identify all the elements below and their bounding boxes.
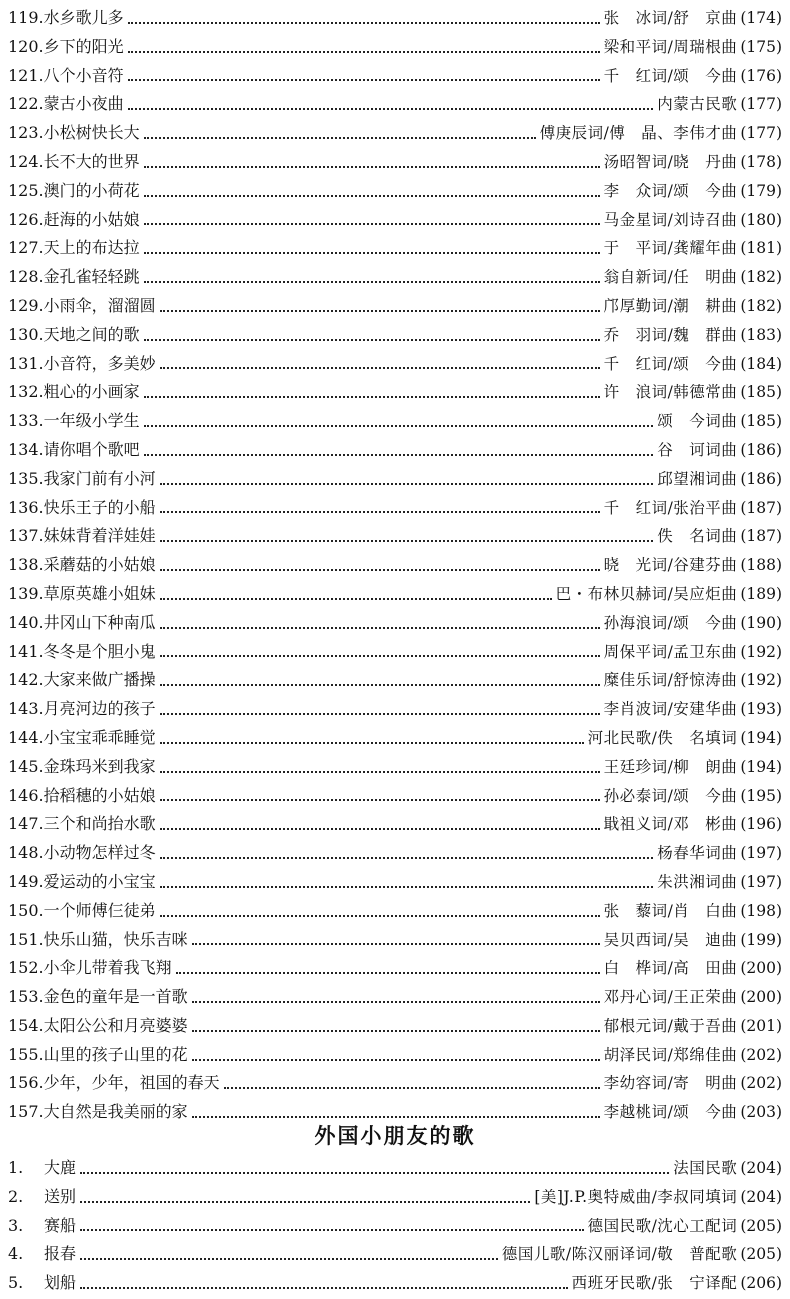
toc-entry[interactable]: [8, 609, 782, 638]
entry-page-number: (192): [740, 671, 782, 690]
entry-credits: 德国儿歌/陈汉丽译词/敬 普配歌: [501, 1245, 738, 1264]
entry-page-number: (199): [740, 930, 782, 949]
entry-page-number: (188): [740, 556, 782, 575]
dot-leader: [144, 194, 600, 197]
entry-credits: 千 红词/颂 今曲: [603, 66, 738, 85]
entry-credits: 法国民歌: [673, 1159, 738, 1177]
entry-page-number: (200): [740, 959, 782, 978]
entry-title: 赶海的小姑娘: [43, 209, 140, 229]
toc-entry[interactable]: [8, 753, 782, 782]
entry-title: 天地之间的歌: [43, 324, 140, 344]
entry-title: 划船: [44, 1273, 77, 1293]
dot-leader: [160, 482, 654, 485]
entry-number: 123.: [8, 123, 44, 143]
toc-entry[interactable]: [8, 666, 782, 695]
entry-page-number: (200): [740, 988, 782, 1007]
entry-number: 122.: [8, 94, 44, 114]
dot-leader: [144, 251, 600, 254]
entry-title: 小雨伞，溜溜圆: [43, 295, 156, 315]
entry-page-number: (195): [740, 786, 782, 805]
entry-title: 金珠玛米到我家: [43, 756, 156, 776]
entry-title: 大自然是我美丽的家: [43, 1102, 188, 1122]
entry-title: 草原英雄小姐妹: [43, 583, 156, 603]
entry-credits: 马金星词/刘诗召曲: [603, 210, 738, 229]
entry-page-number: (174): [740, 9, 782, 27]
entry-number: 153.: [8, 987, 44, 1007]
entry-number: 134.: [8, 439, 44, 459]
toc-entry[interactable]: [8, 62, 782, 91]
entry-credits: 傅庚辰词/傅 晶、李伟才曲: [539, 124, 738, 143]
toc-entry[interactable]: [8, 1240, 782, 1269]
entry-number: 133.: [8, 411, 44, 431]
entry-page-number: (181): [740, 239, 782, 258]
toc-entry[interactable]: [8, 407, 782, 436]
toc-entry[interactable]: [8, 1269, 782, 1298]
entry-number: 150.: [8, 900, 44, 920]
dot-leader: [144, 165, 600, 168]
entry-credits: 周保平词/孟卫东曲: [603, 642, 738, 661]
entry-number: 157.: [8, 1102, 44, 1122]
entry-number: 144.: [8, 727, 44, 747]
dot-leader: [160, 914, 600, 917]
toc-entry[interactable]: [8, 1041, 782, 1070]
toc-entry[interactable]: [8, 436, 782, 465]
toc-entry[interactable]: [8, 522, 782, 551]
entry-credits: 白 桦词/高 田曲: [603, 959, 738, 978]
dot-leader: [144, 222, 600, 225]
dot-leader: [160, 366, 600, 369]
dot-leader: [80, 1286, 568, 1289]
dot-leader: [160, 683, 600, 686]
entry-title: 小松树快长大: [43, 123, 140, 143]
dot-leader: [160, 597, 552, 600]
entry-credits: 孙必泰词/颂 今曲: [603, 786, 738, 805]
entry-credits: 于 平词/龚耀年曲: [603, 239, 738, 258]
entry-title: 少年，少年，祖国的春天: [43, 1073, 220, 1093]
toc-entry[interactable]: [8, 350, 782, 379]
toc-entry[interactable]: [8, 465, 782, 494]
dot-leader: [192, 1000, 600, 1003]
entry-number: 140.: [8, 612, 44, 632]
entry-title: 快乐王子的小船: [43, 497, 156, 517]
toc-entry[interactable]: [8, 810, 782, 839]
entry-title: 小动物怎样过冬: [43, 843, 156, 863]
entry-title: 山里的孩子山里的花: [43, 1044, 188, 1064]
dot-leader: [224, 1086, 600, 1089]
entry-credits: 胡泽民词/郑绵佳曲: [603, 1045, 738, 1064]
entry-title: 水乡歌儿多: [43, 8, 124, 27]
entry-number: 124.: [8, 151, 44, 171]
dot-leader: [192, 942, 600, 945]
dot-leader: [160, 568, 600, 571]
toc-entry[interactable]: [8, 1183, 782, 1212]
entry-page-number: (183): [740, 325, 782, 344]
section-title-foreign-songs: 外国小朋友的歌: [314, 1124, 476, 1148]
entry-credits: 巴・布林贝赫词/吴应炬曲: [555, 584, 738, 603]
entry-page-number: (186): [740, 469, 782, 488]
toc-entry[interactable]: [8, 868, 782, 897]
entry-number: 141.: [8, 641, 44, 661]
entry-title: 乡下的阳光: [43, 36, 124, 56]
entry-number: 136.: [8, 497, 44, 517]
dot-leader: [160, 309, 600, 312]
entry-number: 126.: [8, 209, 44, 229]
toc-entry[interactable]: [8, 724, 782, 753]
entry-title: 小音符，多美妙: [43, 353, 156, 373]
entry-credits: 李肖波词/安建华曲: [603, 700, 738, 719]
toc-entry[interactable]: [8, 1069, 782, 1098]
dot-leader: [160, 539, 654, 542]
entry-number: 149.: [8, 871, 44, 891]
dot-leader: [160, 510, 600, 513]
toc-entry[interactable]: [8, 695, 782, 724]
dot-leader: [192, 1029, 600, 1032]
entry-title: 我家门前有小河: [43, 468, 156, 488]
toc-entry[interactable]: [8, 551, 782, 580]
entry-credits: 德国民歌/沈心工配词: [587, 1216, 738, 1235]
entry-number: 154.: [8, 1015, 44, 1035]
entry-credits: 郁根元词/戴于吾曲: [603, 1016, 738, 1035]
entry-title: 大鹿: [44, 1158, 77, 1177]
toc-entry[interactable]: [8, 1012, 782, 1041]
entry-page-number: (193): [740, 700, 782, 719]
entry-title: 澳门的小荷花: [43, 180, 140, 200]
song-list: [8, 4, 782, 1127]
toc-entry[interactable]: [8, 234, 782, 263]
entry-credits: 孙海浪词/颂 今曲: [603, 613, 738, 632]
entry-credits: 翁自新词/任 明曲: [603, 268, 738, 287]
entry-title: 冬冬是个胆小鬼: [43, 641, 156, 661]
dot-leader: [80, 1171, 669, 1174]
entry-credits: 邱望湘词曲: [657, 469, 738, 488]
toc-entry[interactable]: [8, 378, 782, 407]
entry-credits: 汤昭智词/晓 丹曲: [603, 152, 738, 171]
dot-leader: [160, 654, 600, 657]
entry-title: 八个小音符: [43, 65, 124, 85]
entry-title: 拾稻穗的小姑娘: [43, 785, 156, 805]
toc-entry[interactable]: [8, 321, 782, 350]
entry-page-number: (205): [740, 1216, 782, 1235]
entry-credits: 千 红词/颂 今曲: [603, 354, 738, 373]
entry-credits: 李 众词/颂 今曲: [603, 181, 738, 200]
entry-number: 139.: [8, 583, 44, 603]
entry-page-number: (201): [740, 1016, 782, 1035]
dot-leader: [128, 21, 600, 24]
dot-leader: [144, 424, 654, 427]
entry-title: 月亮河边的孩子: [43, 699, 156, 719]
entry-credits: 乔 羽词/魏 群曲: [603, 325, 738, 344]
toc-entry[interactable]: [8, 580, 782, 609]
dot-leader: [192, 1058, 600, 1061]
entry-number: 155.: [8, 1044, 44, 1064]
entry-credits: 邓丹心词/王正荣曲: [603, 988, 738, 1007]
entry-title: 采蘑菇的小姑娘: [43, 555, 156, 575]
entry-credits: 李越桃词/颂 今曲: [603, 1103, 738, 1122]
entry-credits: 许 浪词/韩德常曲: [603, 383, 738, 402]
entry-page-number: (197): [740, 844, 782, 863]
toc-entry[interactable]: [8, 839, 782, 868]
toc-entry[interactable]: [8, 638, 782, 667]
dot-leader: [128, 50, 600, 53]
entry-number: 146.: [8, 785, 44, 805]
dot-leader: [160, 626, 600, 629]
entry-title: 一年级小学生: [43, 411, 140, 431]
dot-leader: [144, 280, 600, 283]
dot-leader: [128, 107, 654, 110]
entry-number: 152.: [8, 958, 44, 978]
entry-number: 142.: [8, 670, 44, 690]
entry-page-number: (180): [740, 210, 782, 229]
toc-entry[interactable]: [8, 926, 782, 955]
entry-number: 132.: [8, 382, 44, 402]
entry-title: 井冈山下种南瓜: [43, 612, 156, 632]
entry-page-number: (192): [740, 642, 782, 661]
toc-entry[interactable]: [8, 1154, 782, 1183]
dot-leader: [160, 712, 600, 715]
dot-leader: [144, 136, 536, 139]
toc-entry[interactable]: [8, 177, 782, 206]
entry-page-number: (189): [740, 584, 782, 603]
entry-number: 138.: [8, 555, 44, 575]
dot-leader: [128, 78, 600, 81]
entry-page-number: (197): [740, 872, 782, 891]
entry-page-number: (194): [740, 728, 782, 747]
dot-leader: [160, 885, 654, 888]
dot-leader: [160, 856, 654, 859]
entry-number: 3.: [8, 1215, 24, 1235]
entry-title: 金色的童年是一首歌: [43, 987, 188, 1007]
entry-number: 119.: [8, 8, 44, 27]
entry-title: 快乐山猫，快乐吉咪: [43, 929, 188, 949]
entry-page-number: (184): [740, 354, 782, 373]
entry-number: 143.: [8, 699, 44, 719]
entry-title: 长不大的世界: [43, 151, 140, 171]
entry-title: 爱运动的小宝宝: [43, 871, 156, 891]
entry-number: 151.: [8, 929, 44, 949]
entry-page-number: (182): [740, 296, 782, 315]
entry-page-number: (190): [740, 613, 782, 632]
entry-page-number: (198): [740, 901, 782, 920]
entry-number: 120.: [8, 36, 44, 56]
toc-entry[interactable]: [8, 148, 782, 177]
dot-leader: [160, 741, 584, 744]
dot-leader: [192, 1115, 600, 1118]
entry-credits: 谷 诃词曲: [657, 440, 738, 459]
entry-title: 请你唱个歌吧: [43, 439, 140, 459]
entry-title: 妹妹背着洋娃娃: [43, 526, 156, 546]
entry-title: 蒙古小夜曲: [43, 94, 124, 114]
entry-page-number: (202): [740, 1045, 782, 1064]
entry-number: 148.: [8, 843, 44, 863]
dot-leader: [160, 827, 600, 830]
toc-entry[interactable]: [8, 897, 782, 926]
entry-page-number: (203): [740, 1103, 782, 1122]
entry-number: 130.: [8, 324, 44, 344]
entry-page-number: (204): [740, 1159, 782, 1177]
entry-credits: [美]J.P.奥特威曲/李叔同填词: [534, 1187, 738, 1206]
entry-credits: 西班牙民歌/张 宁译配: [571, 1274, 738, 1293]
entry-number: 2.: [8, 1186, 24, 1206]
entry-page-number: (179): [740, 181, 782, 200]
entry-credits: 颂 今词曲: [657, 412, 738, 431]
toc-entry[interactable]: [8, 782, 782, 811]
toc-entry[interactable]: [8, 983, 782, 1012]
entry-credits: 晓 光词/谷建芬曲: [603, 556, 738, 575]
entry-page-number: (202): [740, 1074, 782, 1093]
entry-page-number: (177): [740, 95, 782, 114]
entry-page-number: (182): [740, 268, 782, 287]
entry-credits: 吴贝西词/吴 迪曲: [603, 930, 738, 949]
toc-entry[interactable]: [8, 954, 782, 983]
entry-page-number: (194): [740, 757, 782, 776]
toc-entry[interactable]: [8, 33, 782, 62]
entry-number: 145.: [8, 756, 44, 776]
entry-number: 156.: [8, 1073, 44, 1093]
entry-title: 大家来做广播操: [43, 670, 156, 690]
dot-leader: [144, 338, 600, 341]
dot-leader: [80, 1257, 498, 1260]
dot-leader: [80, 1200, 530, 1203]
entry-page-number: (176): [740, 66, 782, 85]
entry-credits: 王廷珍词/柳 朗曲: [603, 757, 738, 776]
entry-number: 137.: [8, 526, 44, 546]
dot-leader: [80, 1228, 584, 1231]
entry-number: 4.: [8, 1244, 24, 1264]
dot-leader: [144, 395, 600, 398]
entry-page-number: (175): [740, 37, 782, 56]
entry-credits: 李幼容词/寄 明曲: [603, 1074, 738, 1093]
entry-page-number: (187): [740, 498, 782, 517]
toc-entry[interactable]: [8, 494, 782, 523]
dot-leader: [144, 453, 654, 456]
entry-credits: 内蒙古民歌: [657, 95, 738, 114]
toc-entry[interactable]: [8, 90, 782, 119]
entry-credits: 杨春华词曲: [657, 844, 738, 863]
entry-page-number: (178): [740, 152, 782, 171]
entry-title: 一个师傅仨徒弟: [43, 900, 156, 920]
entry-credits: 千 红词/张治平曲: [603, 498, 738, 517]
entry-number: 131.: [8, 353, 44, 373]
entry-page-number: (196): [740, 815, 782, 834]
toc-entry[interactable]: [8, 4, 782, 33]
dot-leader: [176, 971, 600, 974]
entry-title: 报春: [44, 1244, 77, 1264]
toc-entry[interactable]: [8, 1212, 782, 1241]
entry-credits: 糜佳乐词/舒惊涛曲: [603, 671, 738, 690]
dot-leader: [160, 798, 600, 801]
entry-number: 128.: [8, 267, 44, 287]
entry-page-number: (206): [740, 1274, 782, 1293]
entry-credits: 张 冰词/舒 京曲: [603, 9, 738, 27]
entry-number: 121.: [8, 65, 44, 85]
entry-credits: 朱洪湘词曲: [657, 872, 738, 891]
toc-entry[interactable]: [8, 292, 782, 321]
entry-title: 三个和尚抬水歌: [43, 814, 156, 834]
entry-credits: 河北民歌/佚 名填词: [587, 728, 738, 747]
toc-entry[interactable]: [8, 206, 782, 235]
entry-page-number: (185): [740, 412, 782, 431]
entry-title: 小伞儿带着我飞翔: [43, 958, 172, 978]
entry-title: 赛船: [44, 1215, 77, 1235]
entry-number: 127.: [8, 238, 44, 258]
entry-number: 125.: [8, 180, 44, 200]
entry-title: 太阳公公和月亮婆婆: [43, 1015, 188, 1035]
entry-number: 147.: [8, 814, 44, 834]
entry-credits: 张 藜词/肖 白曲: [603, 901, 738, 920]
entry-title: 小宝宝乖乖睡觉: [43, 727, 156, 747]
toc-entry[interactable]: [8, 119, 782, 148]
foreign-song-list: [8, 1154, 782, 1298]
entry-page-number: (205): [740, 1245, 782, 1264]
entry-title: 送别: [44, 1186, 77, 1206]
entry-credits: 戢祖义词/邓 彬曲: [603, 815, 738, 834]
entry-number: 135.: [8, 468, 44, 488]
entry-number: 5.: [8, 1273, 24, 1293]
entry-page-number: (186): [740, 440, 782, 459]
entry-title: 金孔雀轻轻跳: [43, 267, 140, 287]
entry-title: 粗心的小画家: [43, 382, 140, 402]
dot-leader: [160, 770, 600, 773]
entry-number: 129.: [8, 295, 44, 315]
entry-credits: 梁和平词/周瑞根曲: [603, 37, 738, 56]
entry-page-number: (177): [740, 124, 782, 143]
entry-page-number: (187): [740, 527, 782, 546]
entry-page-number: (185): [740, 383, 782, 402]
entry-credits: 邝厚勤词/潮 耕曲: [603, 296, 738, 315]
entry-number: 1.: [8, 1158, 24, 1177]
entry-title: 天上的布达拉: [43, 238, 140, 258]
toc-entry[interactable]: [8, 263, 782, 292]
entry-page-number: (204): [740, 1187, 782, 1206]
entry-credits: 佚 名词曲: [657, 527, 738, 546]
